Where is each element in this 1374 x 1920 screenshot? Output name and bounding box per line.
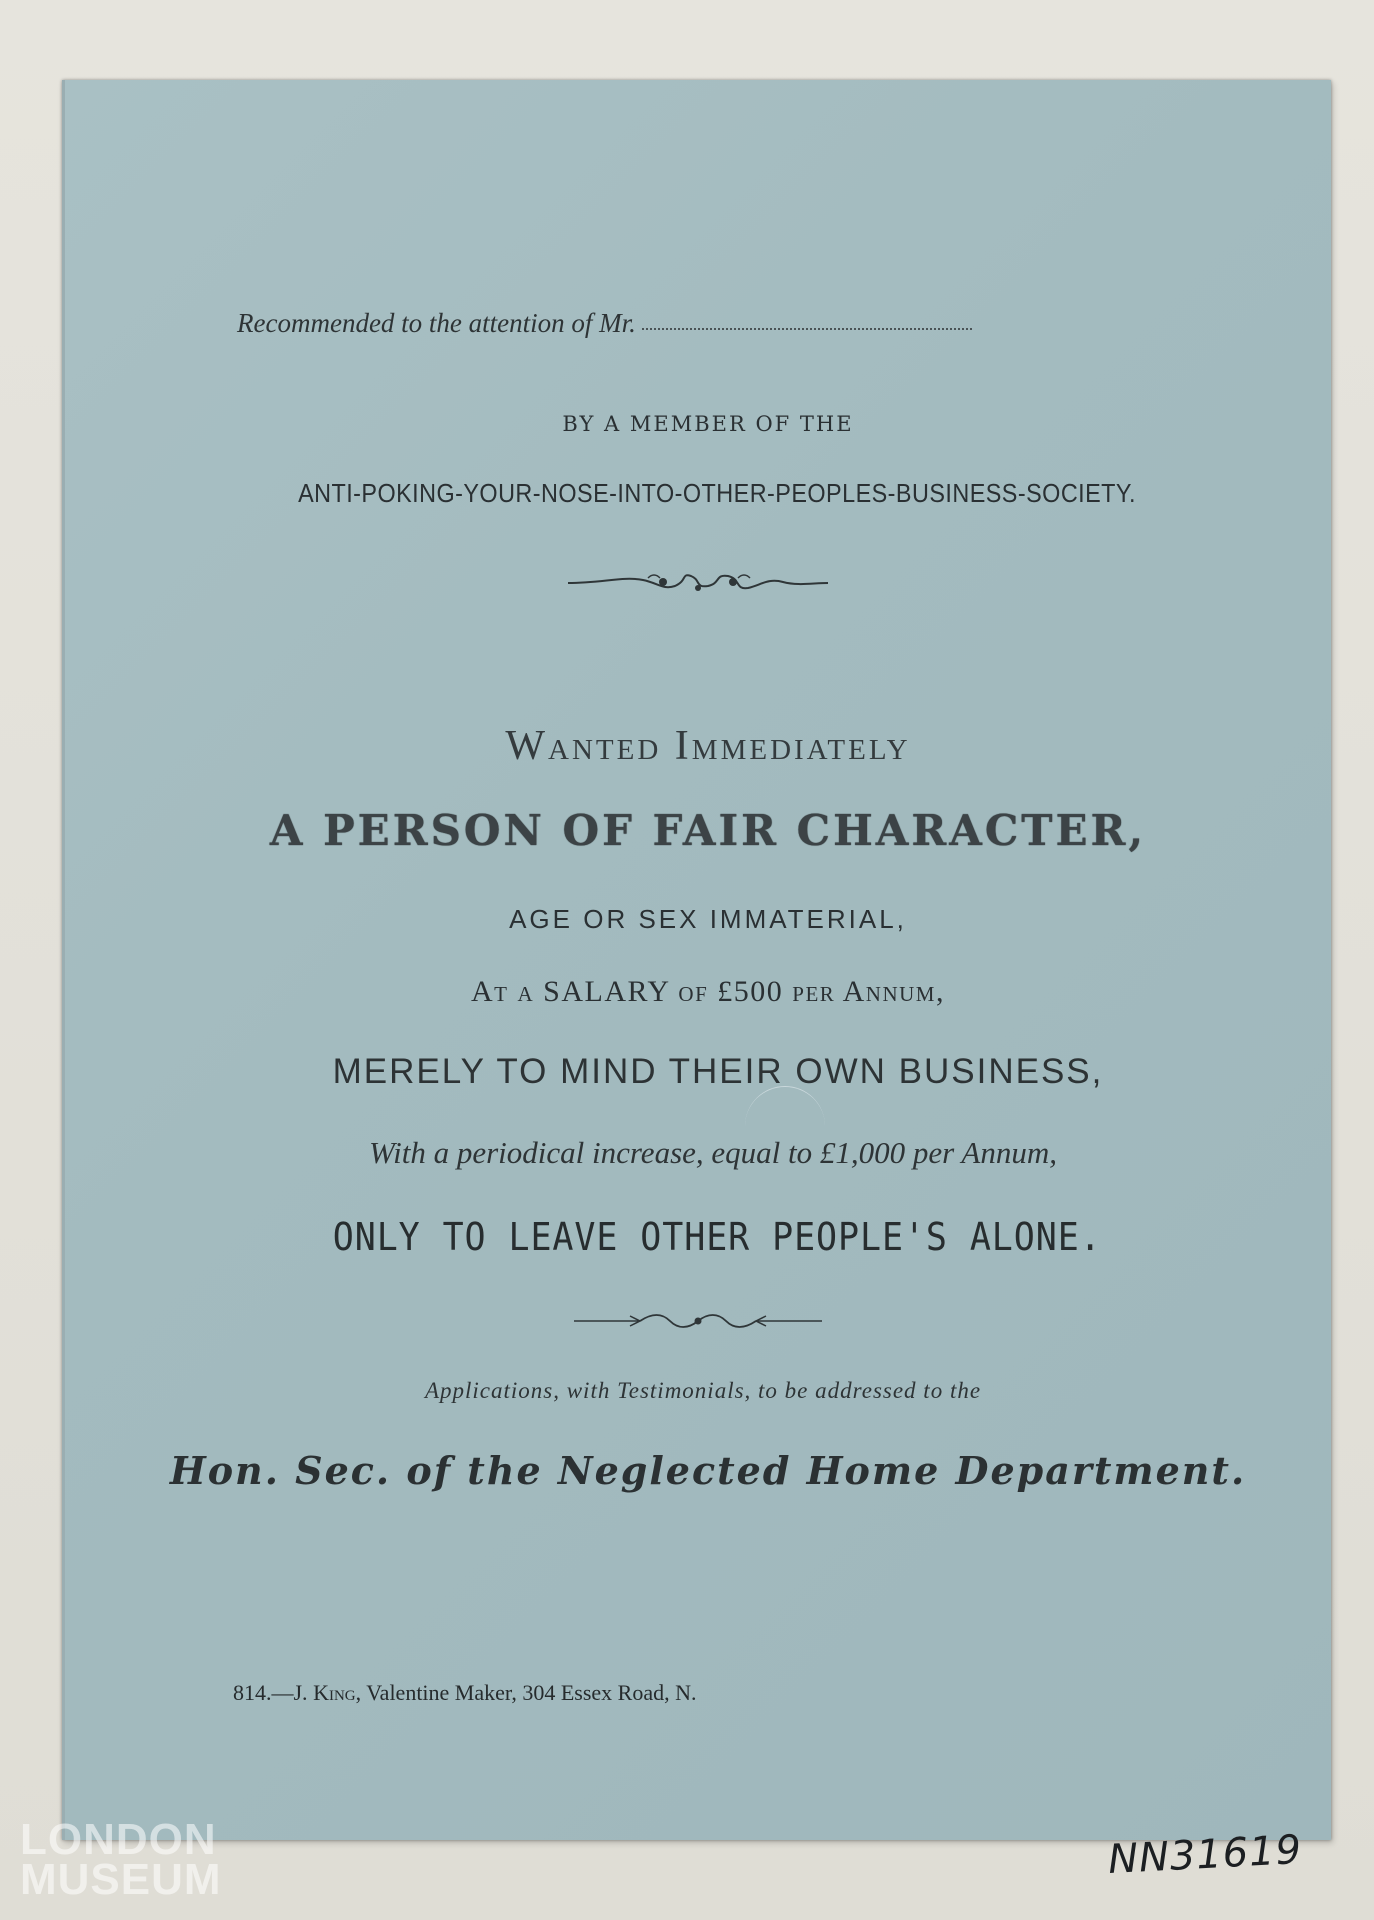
- ornament-flourish-bottom: [570, 1308, 826, 1334]
- name-blank-dotted-line: [642, 328, 972, 330]
- person-heading: A PERSON OF FAIR CHARACTER,: [269, 806, 1147, 855]
- imprint-address: , Valentine Maker, 304 Essex Road, N.: [355, 1680, 697, 1705]
- recommendation-text: Recommended to the attention of Mr.: [237, 308, 636, 338]
- museum-watermark-logo: [20, 1815, 222, 1904]
- society-name: ANTI-POKING-YOUR-NOSE-INTO-OTHER-PEOPLES-BUSINESS-SOCIETY.: [298, 478, 1136, 508]
- member-line: BY A MEMBER OF THE: [562, 412, 854, 436]
- salary-line: At a SALARY of £500 per Annum,: [471, 975, 945, 1008]
- wanted-heading: Wanted Immediately: [505, 723, 911, 769]
- increase-line: With a periodical increase, equal to £1,000 per Annum,: [369, 1135, 1057, 1170]
- imprint-number: 814.—J.: [233, 1680, 314, 1705]
- recommendation-line: [237, 308, 1137, 339]
- imprint-printer-name: King: [313, 1680, 356, 1705]
- ornament-flourish-top: [563, 568, 833, 598]
- watermark-line-2: MUSEUM: [20, 1855, 222, 1904]
- merely-line: MERELY TO MIND THEIR OWN BUSINESS,: [332, 1052, 1104, 1091]
- age-line: AGE OR SEX IMMATERIAL,: [509, 904, 907, 934]
- printer-imprint: [233, 1680, 697, 1706]
- valentine-card: [62, 80, 1331, 1840]
- watermark-line-1: LONDON: [20, 1815, 217, 1864]
- department-heading: Hon. Sec. of the Neglected Home Department.: [169, 1448, 1247, 1493]
- paper-crease-mark: [745, 1086, 825, 1127]
- applications-line: Applications, with Testimonials, to be addressed to the: [424, 1378, 982, 1403]
- only-line: ONLY TO LEAVE OTHER PEOPLE'S ALONE.: [332, 1215, 1102, 1259]
- accession-number: NN31619: [1106, 1826, 1304, 1884]
